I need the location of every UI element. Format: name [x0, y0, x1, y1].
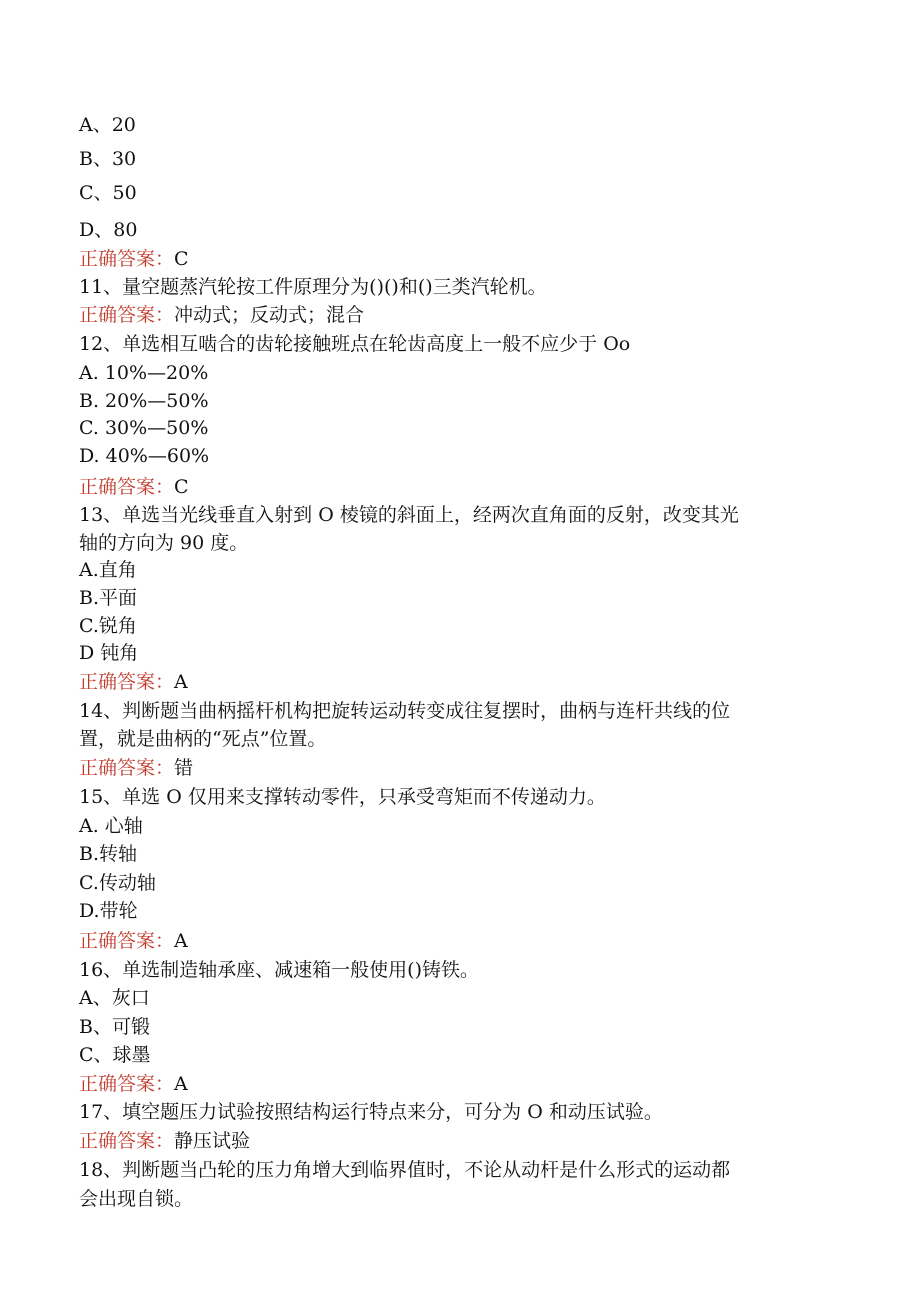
option-a: A. 10%—20% [79, 362, 209, 384]
question-stem: 16、单选制造轴承座、减速箱一般使用()铸铁。 [79, 959, 480, 981]
answer-label: 正确答案： [79, 930, 175, 952]
option-b: B.平面 [79, 587, 138, 609]
option-c: C.锐角 [79, 615, 137, 637]
answer-value: C [174, 476, 189, 498]
answer-line [79, 474, 189, 500]
option-b: B、30 [79, 148, 137, 170]
answer-label: 正确答案： [79, 1073, 175, 1095]
question-stem: 17、填空题压力试验按照结构运行特点来分，可分为 O 和动压试验。 [79, 1101, 663, 1123]
question-stem-continued: 会出现自锁。 [79, 1188, 194, 1210]
answer-label: 正确答案： [79, 757, 175, 779]
question-stem: 14、判断题当曲柄摇杆机构把旋转运动转变成往复摆时，曲柄与连杆共线的位 [79, 700, 731, 722]
option-a: A、20 [79, 114, 136, 136]
question-stem: 11、量空题蒸汽轮按工件原理分为()()和()三类汽轮机。 [79, 276, 547, 298]
answer-value: A [174, 1073, 188, 1095]
answer-line [79, 669, 188, 695]
option-c: C.传动轴 [79, 872, 156, 894]
question-stem: 12、单选相互啮合的齿轮接触班点在轮齿高度上一般不应少于 Oo [79, 333, 631, 355]
option-b: B.转轴 [79, 843, 138, 865]
option-c: C. 30%—50% [79, 417, 209, 439]
option-b: B、可锻 [79, 1016, 150, 1038]
answer-value: A [174, 671, 188, 693]
answer-value: A [174, 930, 188, 952]
question-stem: 18、判断题当凸轮的压力角增大到临界值时，不论从动杆是什么形式的运动都 [79, 1159, 731, 1181]
question-stem-continued: 置，就是曲柄的“死点”位置。 [79, 728, 327, 750]
answer-label: 正确答案： [79, 476, 175, 498]
option-d: D 钝角 [79, 642, 139, 664]
answer-line [79, 1128, 250, 1154]
answer-line [79, 755, 193, 781]
answer-label: 正确答案： [79, 1130, 175, 1152]
answer-label: 正确答案： [79, 671, 175, 693]
option-a: A.直角 [79, 559, 137, 581]
question-stem: 15、单选 O 仅用来支撑转动零件，只承受弯矩而不传递动力。 [79, 786, 606, 808]
option-d: D. 40%—60% [79, 445, 210, 467]
answer-line [79, 246, 189, 272]
answer-line [79, 1071, 188, 1097]
question-stem: 13、单选当光线垂直入射到 O 棱镜的斜面上，经两次直角面的反射，改变其光 [79, 504, 739, 526]
answer-value: 静压试验 [174, 1130, 251, 1152]
option-c: C、50 [79, 182, 137, 204]
option-b: B. 20%—50% [79, 390, 209, 412]
option-c: C、球墨 [79, 1044, 151, 1066]
option-a: A. 心轴 [79, 815, 143, 837]
answer-label: 正确答案： [79, 248, 175, 270]
option-a: A、灰口 [79, 987, 150, 1009]
question-stem-continued: 轴的方向为 90 度。 [79, 532, 249, 554]
answer-value: 错 [174, 757, 194, 779]
answer-value: 冲动式；反动式；混合 [174, 304, 365, 326]
answer-label: 正确答案： [79, 304, 175, 326]
answer-line [79, 928, 188, 954]
answer-value: C [174, 248, 189, 270]
option-d: D.带轮 [79, 900, 138, 922]
option-d: D、80 [79, 219, 138, 241]
answer-line [79, 302, 364, 328]
